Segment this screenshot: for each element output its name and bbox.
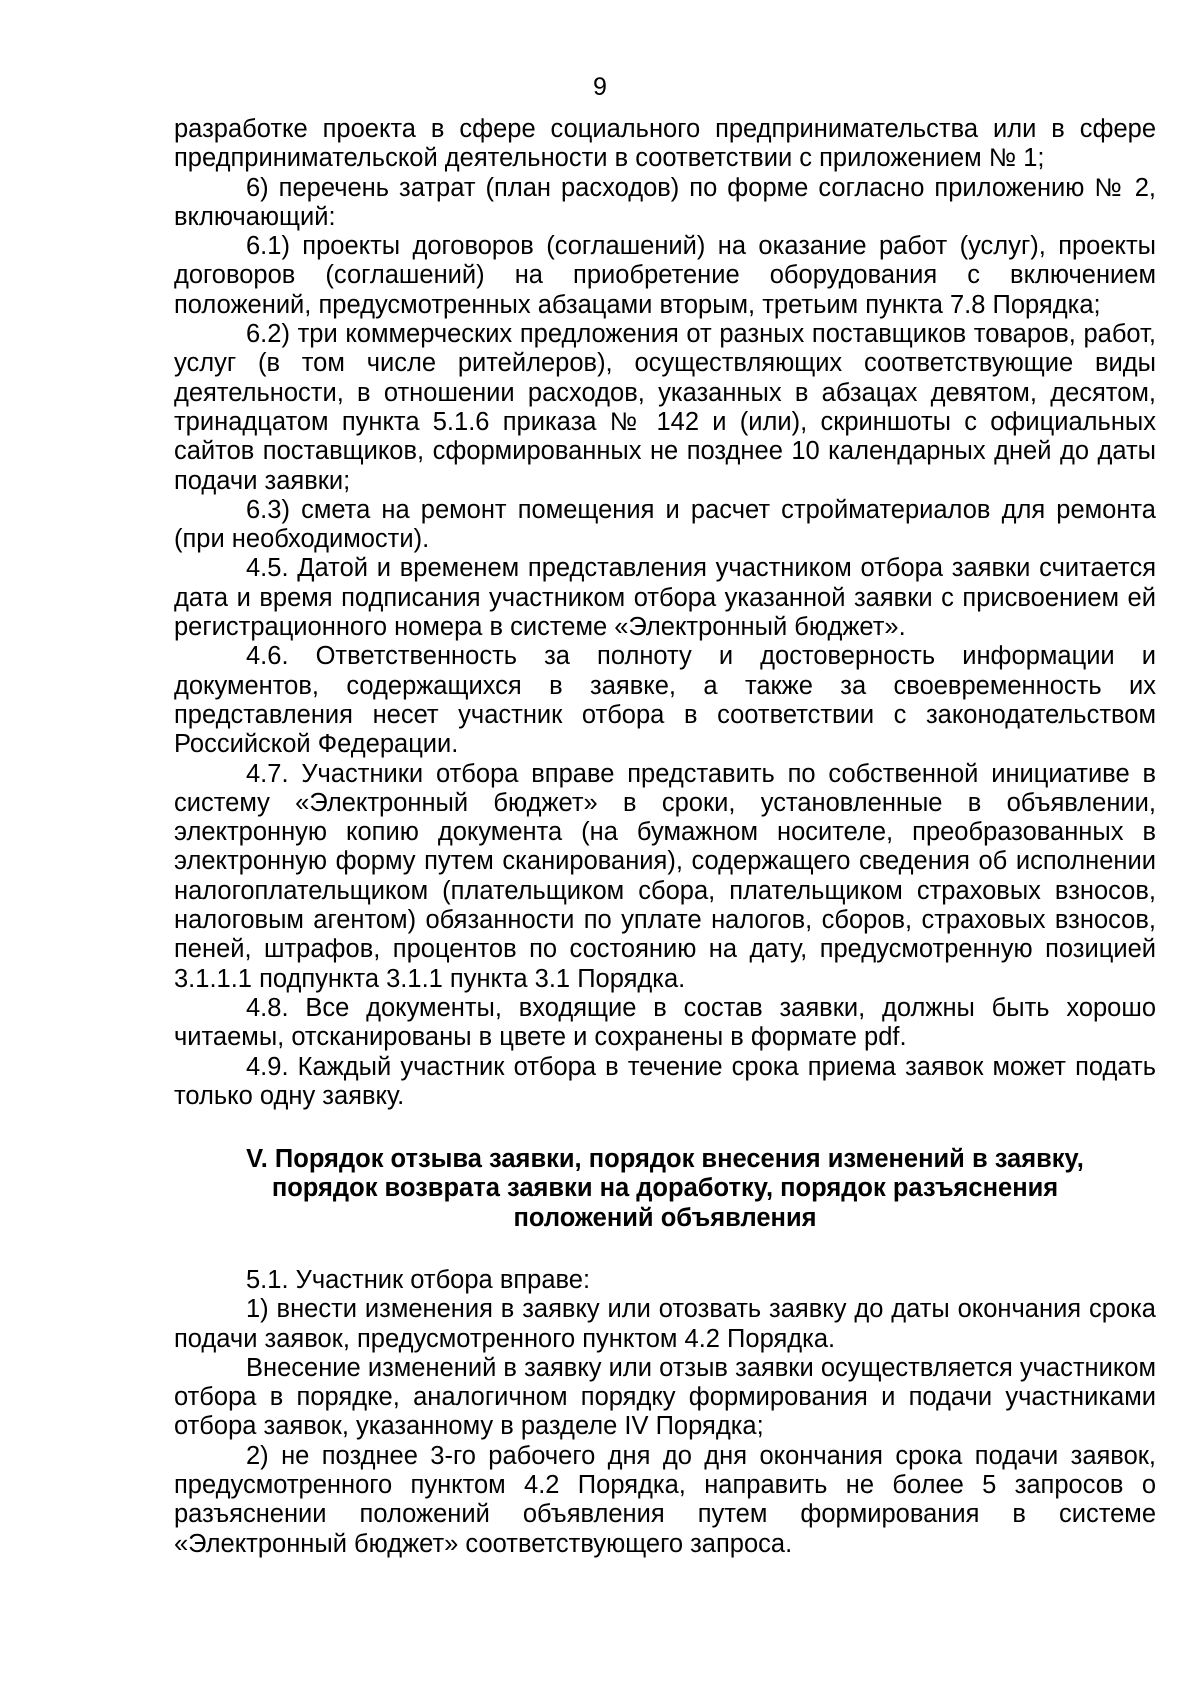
paragraph: 6.3) смета на ремонт помещения и расчет стройматериалов для ремонта (при необходимости). (174, 495, 1156, 554)
paragraph: 4.9. Каждый участник отбора в течение срока приема заявок может подать только одну заявку. (174, 1052, 1156, 1110)
paragraph: 5.1. Участник отбора вправе: (246, 1265, 591, 1294)
paragraph: Внесение изменений в заявку или отзыв заявки осуществляется участником отбора в порядке, аналогичном порядку формирования и подачи участниками отбора заявок, указанному в разделе IV Порядка; (174, 1353, 1156, 1441)
paragraph: 6) перечень затрат (план расходов) по форме согласно приложению № 2, включающий: (174, 173, 1156, 231)
paragraph: 4.6. Ответственность за полноту и достоверность информации и документов, содержащихся в заявке, а также за своевременность их представления несет участник отбора в соответствии с законодательством Российской Федерации. (174, 642, 1156, 759)
paragraph: 6.1) проекты договоров (соглашений) на оказание работ (услуг), проекты договоров (соглашений) на приобретение оборудования с включением положений, предусмотренных абзацами вторым, третьим пункта 7.8 Порядка; (174, 232, 1156, 319)
paragraph: 2) не позднее 3-го рабочего дня до дня окончания срока подачи заявок, предусмотренного пунктом 4.2 Порядка, направить не более 5 запросов о разъяснении положений объявления путем формирования в системе «Электронный бюджет» соответствующего запроса. (174, 1441, 1156, 1558)
paragraph: 4.8. Все документы, входящие в состав заявки, должны быть хорошо читаемы, отсканированы в цвете и сохранены в формате pdf. (174, 993, 1156, 1052)
document-body (174, 115, 1156, 1559)
paragraph: 4.5. Датой и временем представления участником отбора заявки считается дата и время подписания участником отбора указанной заявки с присвоением ей регистрационного номера в системе «Электронный бюджет». (174, 554, 1156, 642)
section-heading-line: положений объявления (513, 1203, 817, 1232)
paragraph: 1) внести изменения в заявку или отозвать заявку до даты окончания срока подачи заявок, предусмотренного пунктом 4.2 Порядка. (174, 1295, 1156, 1353)
page-number: 9 (593, 73, 607, 101)
paragraph: 4.7. Участники отбора вправе представить по собственной инициативе в систему «Электронный бюджет» в сроки, установленные в объявлении, электронную копию документа (на бумажном носителе, преобразованных в электронную форму путем сканирования), содержащего сведения об исполнении налогоплательщиком (плательщиком сбора, плательщиком страховых взносов, налоговым агентом) обязанности по уплате налогов, сборов, страховых взносов, пеней, штрафов, процентов по состоянию на дату, предусмотренную позицией 3.1.1.1 подпункта 3.1.1 пункта 3.1 Порядка. (174, 759, 1156, 993)
section-heading-line: V. Порядок отзыва заявки, порядок внесения изменений в заявку, (246, 1145, 1084, 1174)
paragraph: разработке проекта в сфере социального предпринимательства или в сфере предпринимательской деятельности в соответствии с приложением № 1; (174, 115, 1156, 173)
section-heading (174, 1145, 1156, 1233)
section-heading-line: порядок возврата заявки на доработку, порядок разъяснения (271, 1174, 1059, 1203)
paragraph: 6.2) три коммерческих предложения от разных поставщиков товаров, работ, услуг (в том числе ритейлеров), осуществляющих соответствующие виды деятельности, в отношении расходов, указанных в абзацах девятом, десятом, тринадцатом пункта 5.1.6 приказа № 142 и (или), скриншоты с официальных сайтов поставщиков, сформированных не позднее 10 календарных дней до даты подачи заявки; (174, 320, 1156, 495)
